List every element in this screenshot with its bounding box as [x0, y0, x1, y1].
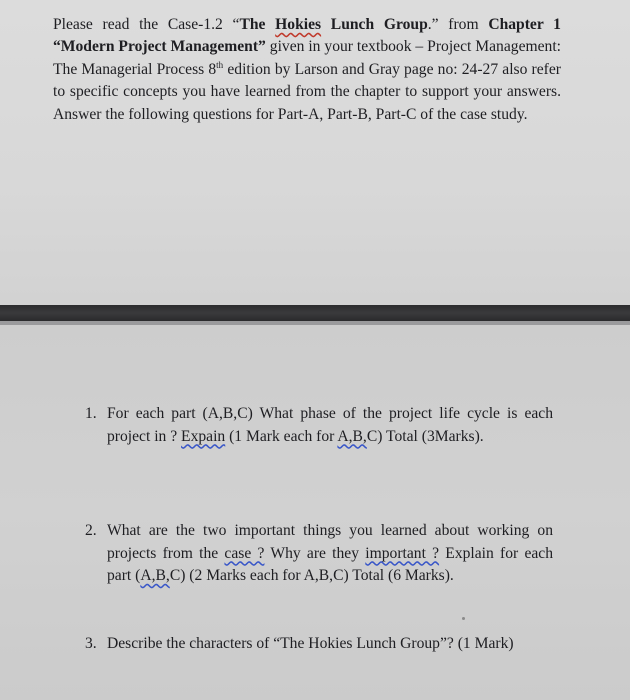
question-3 — [85, 633, 553, 656]
question-text: What are the two important things you learned about working on projects from the case ? Why are they important ? Explain for each part (A,B,C) (2 Marks each for A,B,C) Total (6 Marks). — [107, 522, 554, 584]
question-1 — [85, 403, 553, 448]
question-text: For each part (A,B,C) What phase of the project life cycle is each project in ? Expain (1 Mark each for A,B,C) Total (3Marks). — [107, 405, 553, 445]
question-number: 3. — [85, 635, 97, 652]
smudge-dot — [462, 617, 465, 620]
book-title: “Modern Project Management” — [53, 38, 266, 56]
question-text: Describe the characters of “The Hokies Lunch Group”? (1 Mark) — [107, 635, 514, 652]
question-2 — [85, 520, 553, 588]
chapter-reference: Chapter 1 — [488, 16, 561, 33]
page-divider-band — [0, 305, 630, 321]
case-instructions: Please read the Case-1.2 “The Hokies Lunch Group.” from Chapter 1 “Modern Project Management” given in your textbook – Project Management: The Managerial Process 8th edition by Larson and Gray page no: 24-27 also refer to specific concepts you have learned from the chapter to support your answers. Answer the following questions for Part-A, Part-B, Part-C of the case study. — [53, 16, 562, 123]
question-number: 1. — [85, 405, 97, 422]
hokies-word: Hokies — [275, 16, 322, 33]
question-number: 2. — [85, 522, 97, 539]
